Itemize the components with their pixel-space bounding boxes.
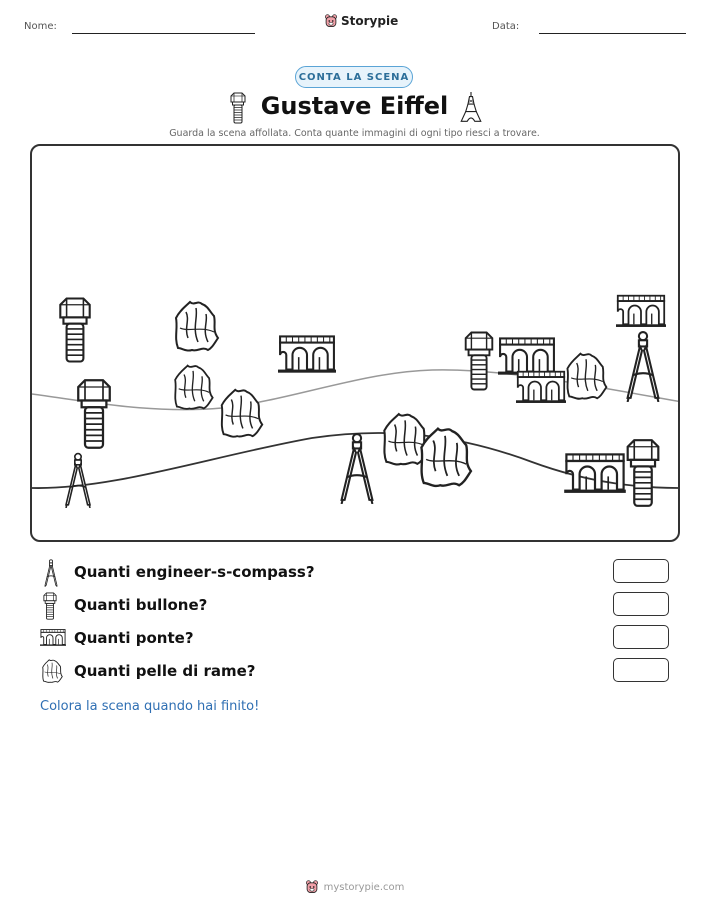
date-label: Data: bbox=[492, 21, 520, 32]
copper-skin-icon bbox=[222, 390, 263, 437]
compass-icon bbox=[342, 434, 373, 504]
copper-skin-icon bbox=[175, 366, 213, 409]
compass-icon bbox=[628, 332, 659, 402]
bolt-icon bbox=[60, 299, 89, 362]
name-label: Nome: bbox=[24, 21, 57, 32]
instructions: Guarda la scena affollata. Conta quante immagini di ogni tipo riesci a trovare. bbox=[169, 128, 540, 139]
question-bridge bbox=[40, 625, 670, 653]
answer-box[interactable] bbox=[613, 625, 669, 649]
mascot-icon bbox=[305, 880, 319, 894]
bridge-icon bbox=[616, 296, 666, 327]
copper-skin-icon bbox=[40, 658, 64, 684]
bridge-icon bbox=[278, 336, 336, 372]
question-text: Quanti pelle di rame? bbox=[74, 662, 256, 680]
bolt-icon bbox=[40, 592, 60, 620]
mascot-icon bbox=[324, 14, 338, 28]
bridge-icon bbox=[40, 627, 66, 647]
eiffel-tower-icon bbox=[459, 92, 483, 122]
bridge-icon bbox=[498, 338, 556, 374]
bolt-icon bbox=[78, 380, 110, 448]
question-text: Quanti bullone? bbox=[74, 596, 208, 614]
bolt-icon bbox=[628, 440, 659, 506]
compass-icon bbox=[40, 559, 62, 587]
activity-badge: CONTA LA SCENA bbox=[295, 66, 413, 88]
copper-skin-icon bbox=[176, 302, 218, 351]
question-text: Quanti engineer-s-compass? bbox=[74, 563, 315, 581]
brand-logo bbox=[324, 14, 398, 28]
question-compass bbox=[40, 559, 670, 587]
question-text: Quanti ponte? bbox=[74, 629, 194, 647]
bolt-icon bbox=[466, 333, 493, 390]
date-line[interactable] bbox=[539, 33, 686, 34]
footer-link[interactable]: mystorypie.com bbox=[323, 881, 405, 893]
brand-name: Storypie bbox=[341, 14, 399, 28]
answer-box[interactable] bbox=[613, 592, 669, 616]
copper-skin-icon bbox=[567, 354, 606, 399]
footer bbox=[0, 880, 709, 894]
name-line[interactable] bbox=[72, 33, 255, 34]
bridge-icon bbox=[564, 454, 626, 493]
copper-skin-icon bbox=[421, 429, 471, 486]
bridge-icon bbox=[516, 372, 566, 403]
answer-box[interactable] bbox=[613, 559, 669, 583]
compass-icon bbox=[66, 454, 90, 508]
counting-scene bbox=[30, 144, 680, 542]
finish-instruction: Colora la scena quando hai finito! bbox=[40, 699, 260, 714]
answer-box[interactable] bbox=[613, 658, 669, 682]
question-copper-skin bbox=[40, 658, 670, 686]
question-bolt bbox=[40, 592, 670, 620]
page-title: Gustave Eiffel bbox=[260, 92, 449, 120]
